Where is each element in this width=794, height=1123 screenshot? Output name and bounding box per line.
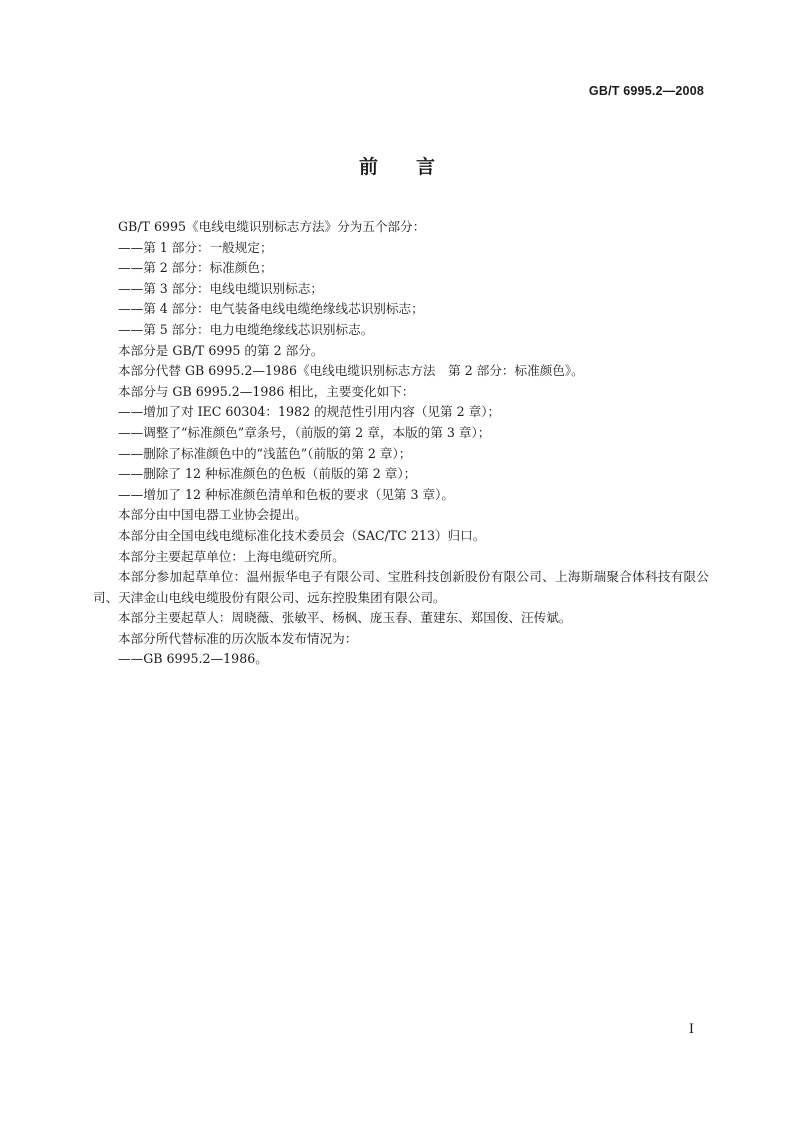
list-item: ——第 5 部分：电力电缆绝缘线芯识别标志。 [118, 321, 374, 337]
list-item: ——删除了标准颜色中的“浅蓝色”（前版的第 2 章）； [118, 445, 412, 461]
paragraph: 本部分与 GB 6995.2—1986 相比，主要变化如下： [118, 383, 415, 399]
list-item: ——GB 6995.2—1986。 [118, 651, 268, 667]
list-item: ——增加了对 IEC 60304：1982 的规范性引用内容（见第 2 章）； [118, 404, 501, 420]
list-item: ——增加了 12 种标准颜色清单和色板的要求（见第 3 章）。 [118, 486, 455, 502]
paragraph: 本部分所代替标准的历次版本发布情况为： [118, 630, 358, 646]
paragraph: 本部分由中国电器工业协会提出。 [118, 507, 307, 523]
list-item: ——第 4 部分：电气装备电线电缆绝缘线芯识别标志； [118, 301, 424, 317]
standard-number: GB/T 6995.2—2008 [588, 84, 704, 98]
paragraph: 本部分参加起草单位：温州振华电子有限公司、宝胜科技创新股份有限公司、上海斯瑞聚合体科技有限公司、天津金山电线电缆股份有限公司、远东控股集团有限公司。 [93, 569, 709, 605]
paragraph: 本部分主要起草人：周晓薇、张敏平、杨枫、庞玉春、董建东、郑国俊、汪传斌。 [118, 610, 572, 626]
list-item: ——删除了 12 种标准颜色的色板（前版的第 2 章）； [118, 466, 417, 482]
list-item: ——第 1 部分：一般规定； [118, 239, 273, 255]
page-title-char-2: 言 [416, 156, 436, 178]
page-title-char-1: 前 [358, 156, 378, 178]
foreword-body [93, 217, 709, 670]
paragraph: 本部分由全国电线电缆标准化技术委员会（SAC/TC 213）归口。 [118, 527, 486, 543]
list-item: ——第 3 部分：电线电缆识别标志； [118, 280, 323, 296]
page-title [0, 152, 794, 179]
paragraph: 本部分代替 GB 6995.2—1986《电线电缆识别标志方法 第 2 部分：标准颜色》。 [118, 363, 584, 379]
list-item: ——调整了“标准颜色”章条号，（前版的第 2 章，本版的第 3 章）； [118, 424, 491, 440]
page-number: I [688, 1022, 694, 1037]
paragraph: 本部分主要起草单位：上海电缆研究所。 [118, 548, 345, 564]
paragraph: GB/T 6995《电线电缆识别标志方法》分为五个部分： [118, 219, 426, 234]
paragraph: 本部分是 GB/T 6995 的第 2 部分。 [118, 342, 324, 358]
list-item: ——第 2 部分：标准颜色； [118, 260, 273, 276]
